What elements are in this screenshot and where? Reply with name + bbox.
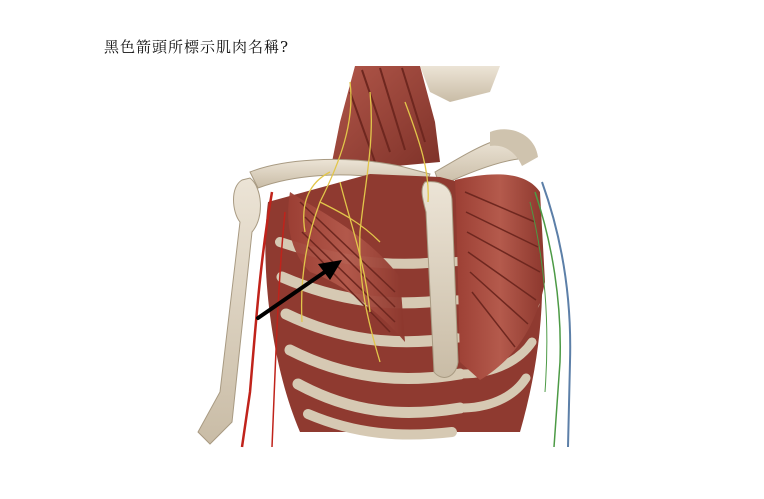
humerus-bone [198, 178, 260, 444]
anatomy-illustration [190, 62, 580, 450]
question-text: 黑色箭頭所標示肌肉名稱? [104, 38, 290, 56]
